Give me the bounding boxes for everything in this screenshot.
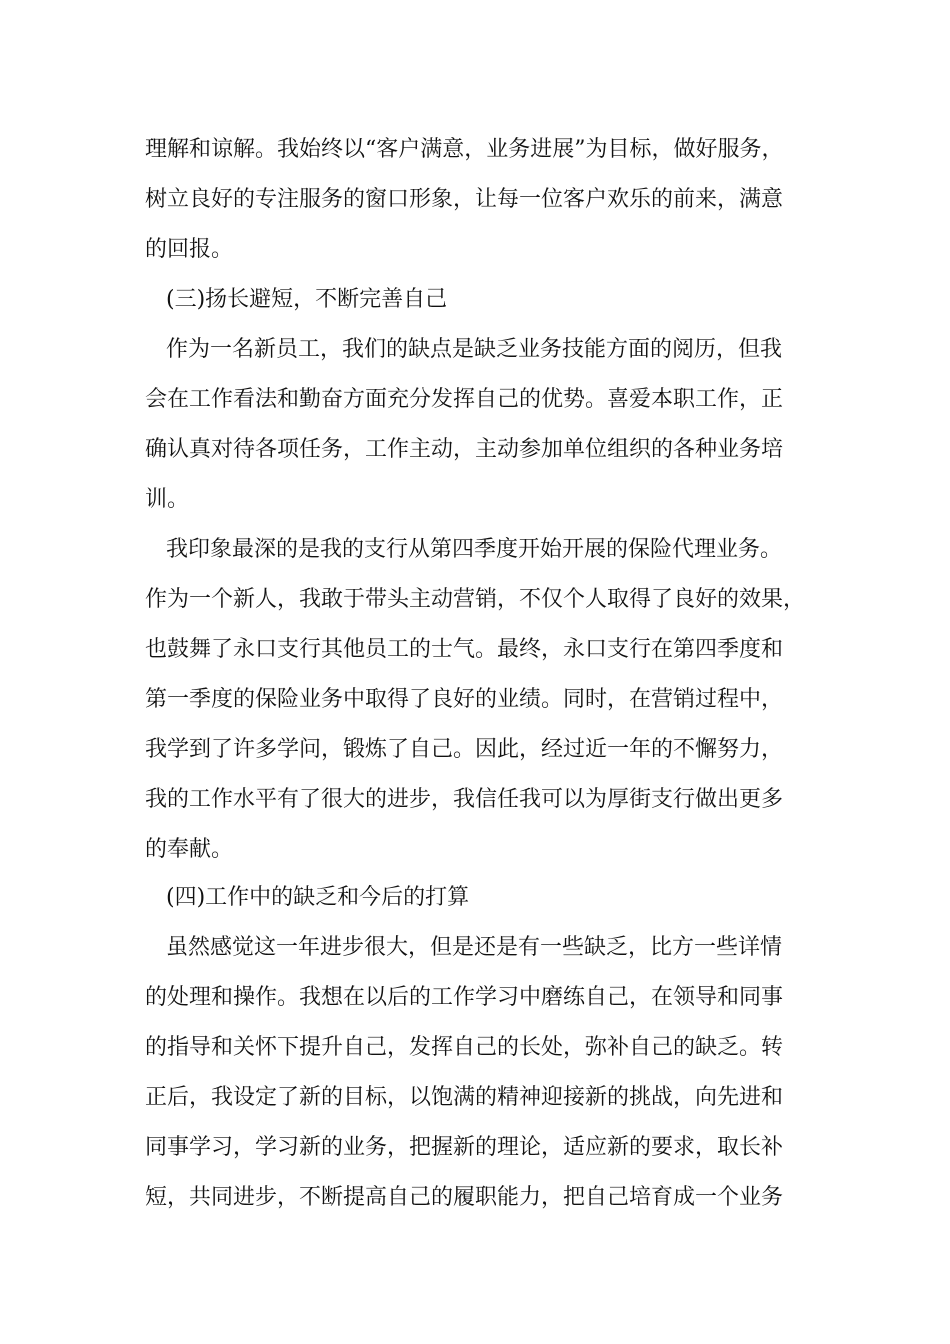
text-line: 我学到了许多学问，锻炼了自己。因此，经过近一年的不懈努力， xyxy=(145,737,784,762)
text-line: 会在工作看法和勤奋方面充分发挥自己的优势。喜爱本职工作，正 xyxy=(145,387,784,412)
text-line: 确认真对待各项任务，工作主动，主动参加单位组织的各种业务培 xyxy=(145,437,784,462)
text-line: 作为一个新人，我敢于带头主动营销，不仅个人取得了良好的效果， xyxy=(145,587,806,612)
text-line: 训。 xyxy=(145,487,190,512)
text-line: 第一季度的保险业务中取得了良好的业绩。同时，在营销过程中， xyxy=(145,687,784,712)
paragraph-start: 作为一名新员工，我们的缺点是缺乏业务技能方面的阅历，但我 xyxy=(166,337,783,362)
text-line: 的回报。 xyxy=(145,237,234,262)
section-heading: (四)工作中的缺乏和今后的打算 xyxy=(166,885,470,910)
paragraph-start: 虽然感觉这一年进步很大，但是还是有一些缺乏，比方一些详情 xyxy=(166,935,783,960)
text-line: 理解和谅解。我始终以“客户满意，业务进展”为目标，做好服务， xyxy=(145,137,784,162)
text-line: 的处理和操作。我想在以后的工作学习中磨练自己，在领导和同事 xyxy=(145,985,784,1010)
text-line: 正后，我设定了新的目标，以饱满的精神迎接新的挑战，向先进和 xyxy=(145,1085,784,1110)
text-line: 的奉献。 xyxy=(145,837,234,862)
text-line: 也鼓舞了永口支行其他员工的士气。最终，永口支行在第四季度和 xyxy=(145,637,784,662)
text-line: 的指导和关怀下提升自己，发挥自己的长处，弥补自己的缺乏。转 xyxy=(145,1035,784,1060)
text-line: 我的工作水平有了很大的进步，我信任我可以为厚街支行做出更多 xyxy=(145,787,784,812)
text-line: 树立良好的专注服务的窗口形象，让每一位客户欢乐的前来，满意 xyxy=(145,187,784,212)
section-heading: (三)扬长避短，不断完善自己 xyxy=(166,287,448,312)
paragraph-start: 我印象最深的是我的支行从第四季度开始开展的保险代理业务。 xyxy=(166,537,783,562)
text-line: 同事学习，学习新的业务，把握新的理论，适应新的要求，取长补 xyxy=(145,1135,784,1160)
text-line: 短，共同进步，不断提高自己的履职能力，把自己培育成一个业务 xyxy=(145,1185,784,1210)
